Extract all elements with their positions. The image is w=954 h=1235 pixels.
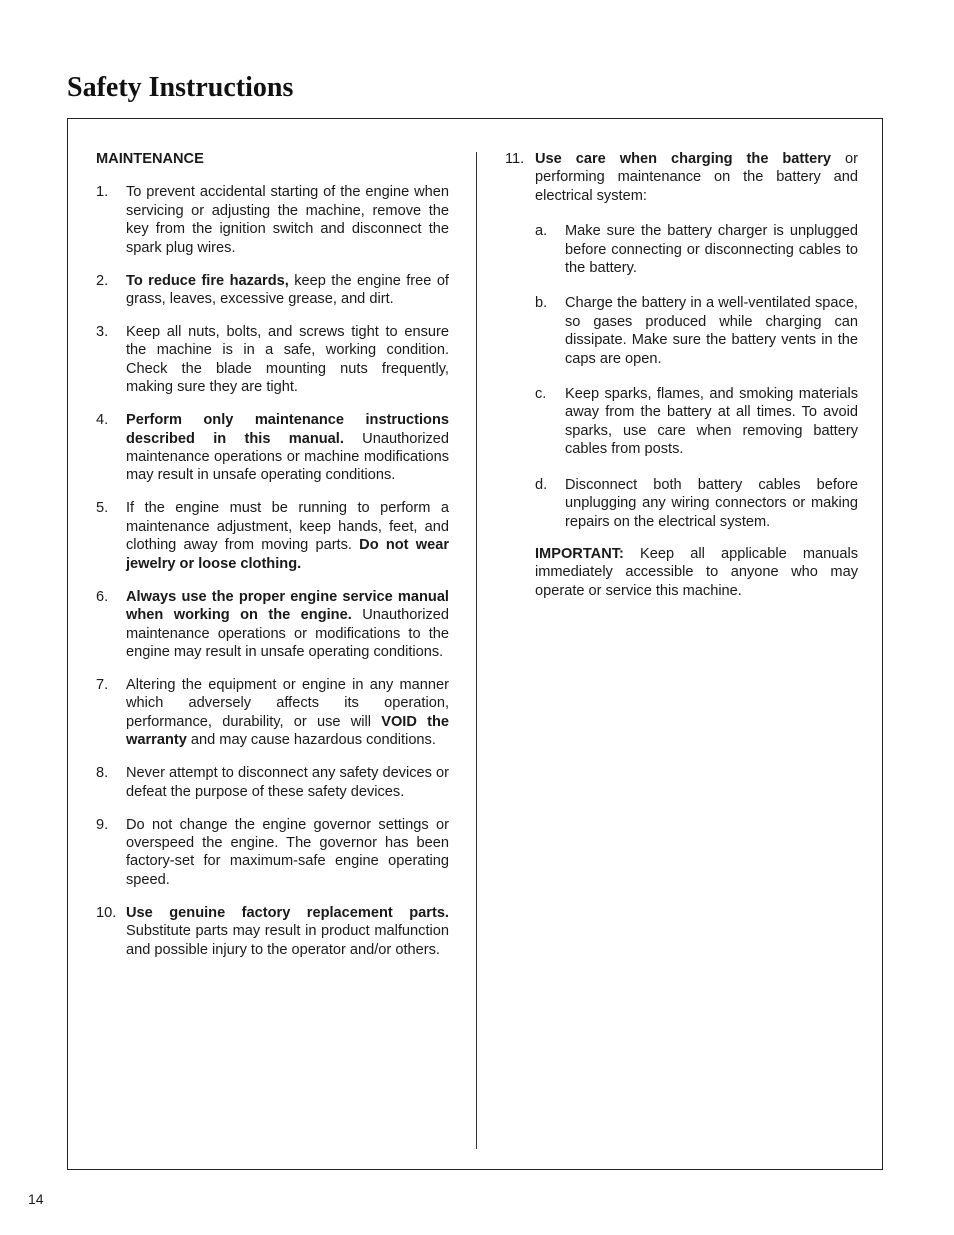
battery-subitem-d bbox=[535, 476, 858, 531]
item-bold-text: Always use the proper engine service manual when working on the engine. bbox=[126, 588, 449, 624]
battery-subitem-c bbox=[535, 385, 858, 459]
section-heading-maintenance: MAINTENANCE bbox=[96, 151, 204, 167]
maintenance-item-7 bbox=[96, 676, 449, 750]
item-text: or performing maintenance on the battery and electrical system: bbox=[535, 151, 858, 204]
item-text: Substitute parts may result in product malfunction and possible injury to the operator and/or others. bbox=[126, 923, 449, 958]
maintenance-item-4 bbox=[96, 411, 449, 485]
item-text: Do not change the engine governor settings or overspeed the engine. The governor has been factory-set for maximum-safe engine operating speed. bbox=[126, 816, 449, 888]
item-number: 10. bbox=[96, 904, 117, 921]
item-bold-text: VOID the warranty bbox=[126, 713, 450, 749]
item-text-end: and may cause hazardous conditions. bbox=[186, 732, 436, 749]
subitem-text: Charge the battery in a well-ventilated space, so gases produced while charging can dissipate. Make sure the battery vents in the caps are open. bbox=[565, 295, 858, 367]
maintenance-item-11 bbox=[505, 150, 858, 205]
item-number: 9. bbox=[96, 816, 109, 833]
item-number: 1. bbox=[96, 184, 109, 201]
item-text: Never attempt to disconnect any safety devices or defeat the purpose of these safety devices. bbox=[126, 765, 449, 800]
maintenance-item-5 bbox=[96, 499, 449, 573]
item-bold-text: Use care when charging the battery bbox=[535, 151, 832, 167]
item-bold-text: Do not wear jewelry or loose clothing. bbox=[126, 537, 450, 572]
maintenance-item-10 bbox=[96, 904, 449, 959]
item-text: Altering the equipment or engine in any manner which adversely affects its operation, performance, durability, or use will bbox=[126, 676, 449, 730]
item-bold-text: Perform only maintenance instructions described in this manual. bbox=[126, 412, 449, 447]
subitem-letter: d. bbox=[535, 476, 548, 493]
subitem-letter: b. bbox=[535, 295, 548, 312]
maintenance-item-9 bbox=[96, 816, 449, 890]
item-text: Keep all nuts, bolts, and screws tight to ensure the machine is in a safe, working condition. Check the blade mounting nuts frequently, making sure they are tight. bbox=[126, 324, 449, 396]
item-text: Unauthorized maintenance operations or machine modifications may result in unsafe operating conditions. bbox=[126, 430, 449, 484]
item-number: 3. bbox=[96, 324, 109, 341]
item-text: Unauthorized maintenance operations or modifications to the engine may result in unsafe operating conditions. bbox=[126, 607, 449, 660]
item-text: To prevent accidental starting of the engine when servicing or adjusting the machine, remove the key from the ignition switch and disconnect the spark plug wires. bbox=[126, 184, 449, 256]
item-text: If the engine must be running to perform a maintenance adjustment, keep hands, feet, and clothing away from moving parts. bbox=[126, 500, 449, 554]
right-column bbox=[505, 150, 858, 600]
battery-subitem-b bbox=[535, 294, 858, 368]
subitem-letter: c. bbox=[535, 386, 547, 403]
item-number: 5. bbox=[96, 500, 109, 517]
subitem-text: Keep sparks, flames, and smoking materials away from the battery at all times. To avoid sparks, use care when removing battery cables from posts. bbox=[565, 386, 858, 458]
important-note bbox=[535, 545, 858, 600]
left-column bbox=[96, 150, 449, 974]
item-bold-text: To reduce fire hazards, bbox=[126, 272, 289, 289]
maintenance-item-6 bbox=[96, 588, 449, 662]
item-number: 2. bbox=[96, 272, 109, 289]
item-bold-text: Use genuine factory replacement parts. bbox=[126, 904, 449, 921]
maintenance-item-1 bbox=[96, 183, 449, 257]
battery-subitem-a bbox=[535, 222, 858, 277]
item-text: keep the engine free of grass, leaves, excessive grease, and dirt. bbox=[126, 272, 449, 308]
subitem-letter: a. bbox=[535, 223, 548, 240]
item-number: 11. bbox=[505, 151, 525, 167]
item-number: 7. bbox=[96, 676, 109, 693]
subitem-text: Disconnect both battery cables before unplugging any wiring connectors or making repairs on the electrical system. bbox=[565, 476, 858, 530]
column-divider bbox=[476, 152, 477, 1149]
item-number: 6. bbox=[96, 588, 109, 605]
important-text: Keep all applicable manuals immediately accessible to anyone who may operate or service this machine. bbox=[535, 545, 858, 599]
item-number: 4. bbox=[96, 412, 109, 429]
maintenance-item-3 bbox=[96, 323, 449, 397]
item-number: 8. bbox=[96, 765, 109, 782]
important-label: IMPORTANT: bbox=[535, 545, 624, 562]
maintenance-item-2 bbox=[96, 272, 449, 309]
page-number: 14 bbox=[28, 1191, 44, 1207]
maintenance-item-8 bbox=[96, 764, 449, 801]
page-title: Safety Instructions bbox=[67, 72, 294, 103]
subitem-text: Make sure the battery charger is unplugged before connecting or disconnecting cables to the battery. bbox=[565, 223, 858, 277]
